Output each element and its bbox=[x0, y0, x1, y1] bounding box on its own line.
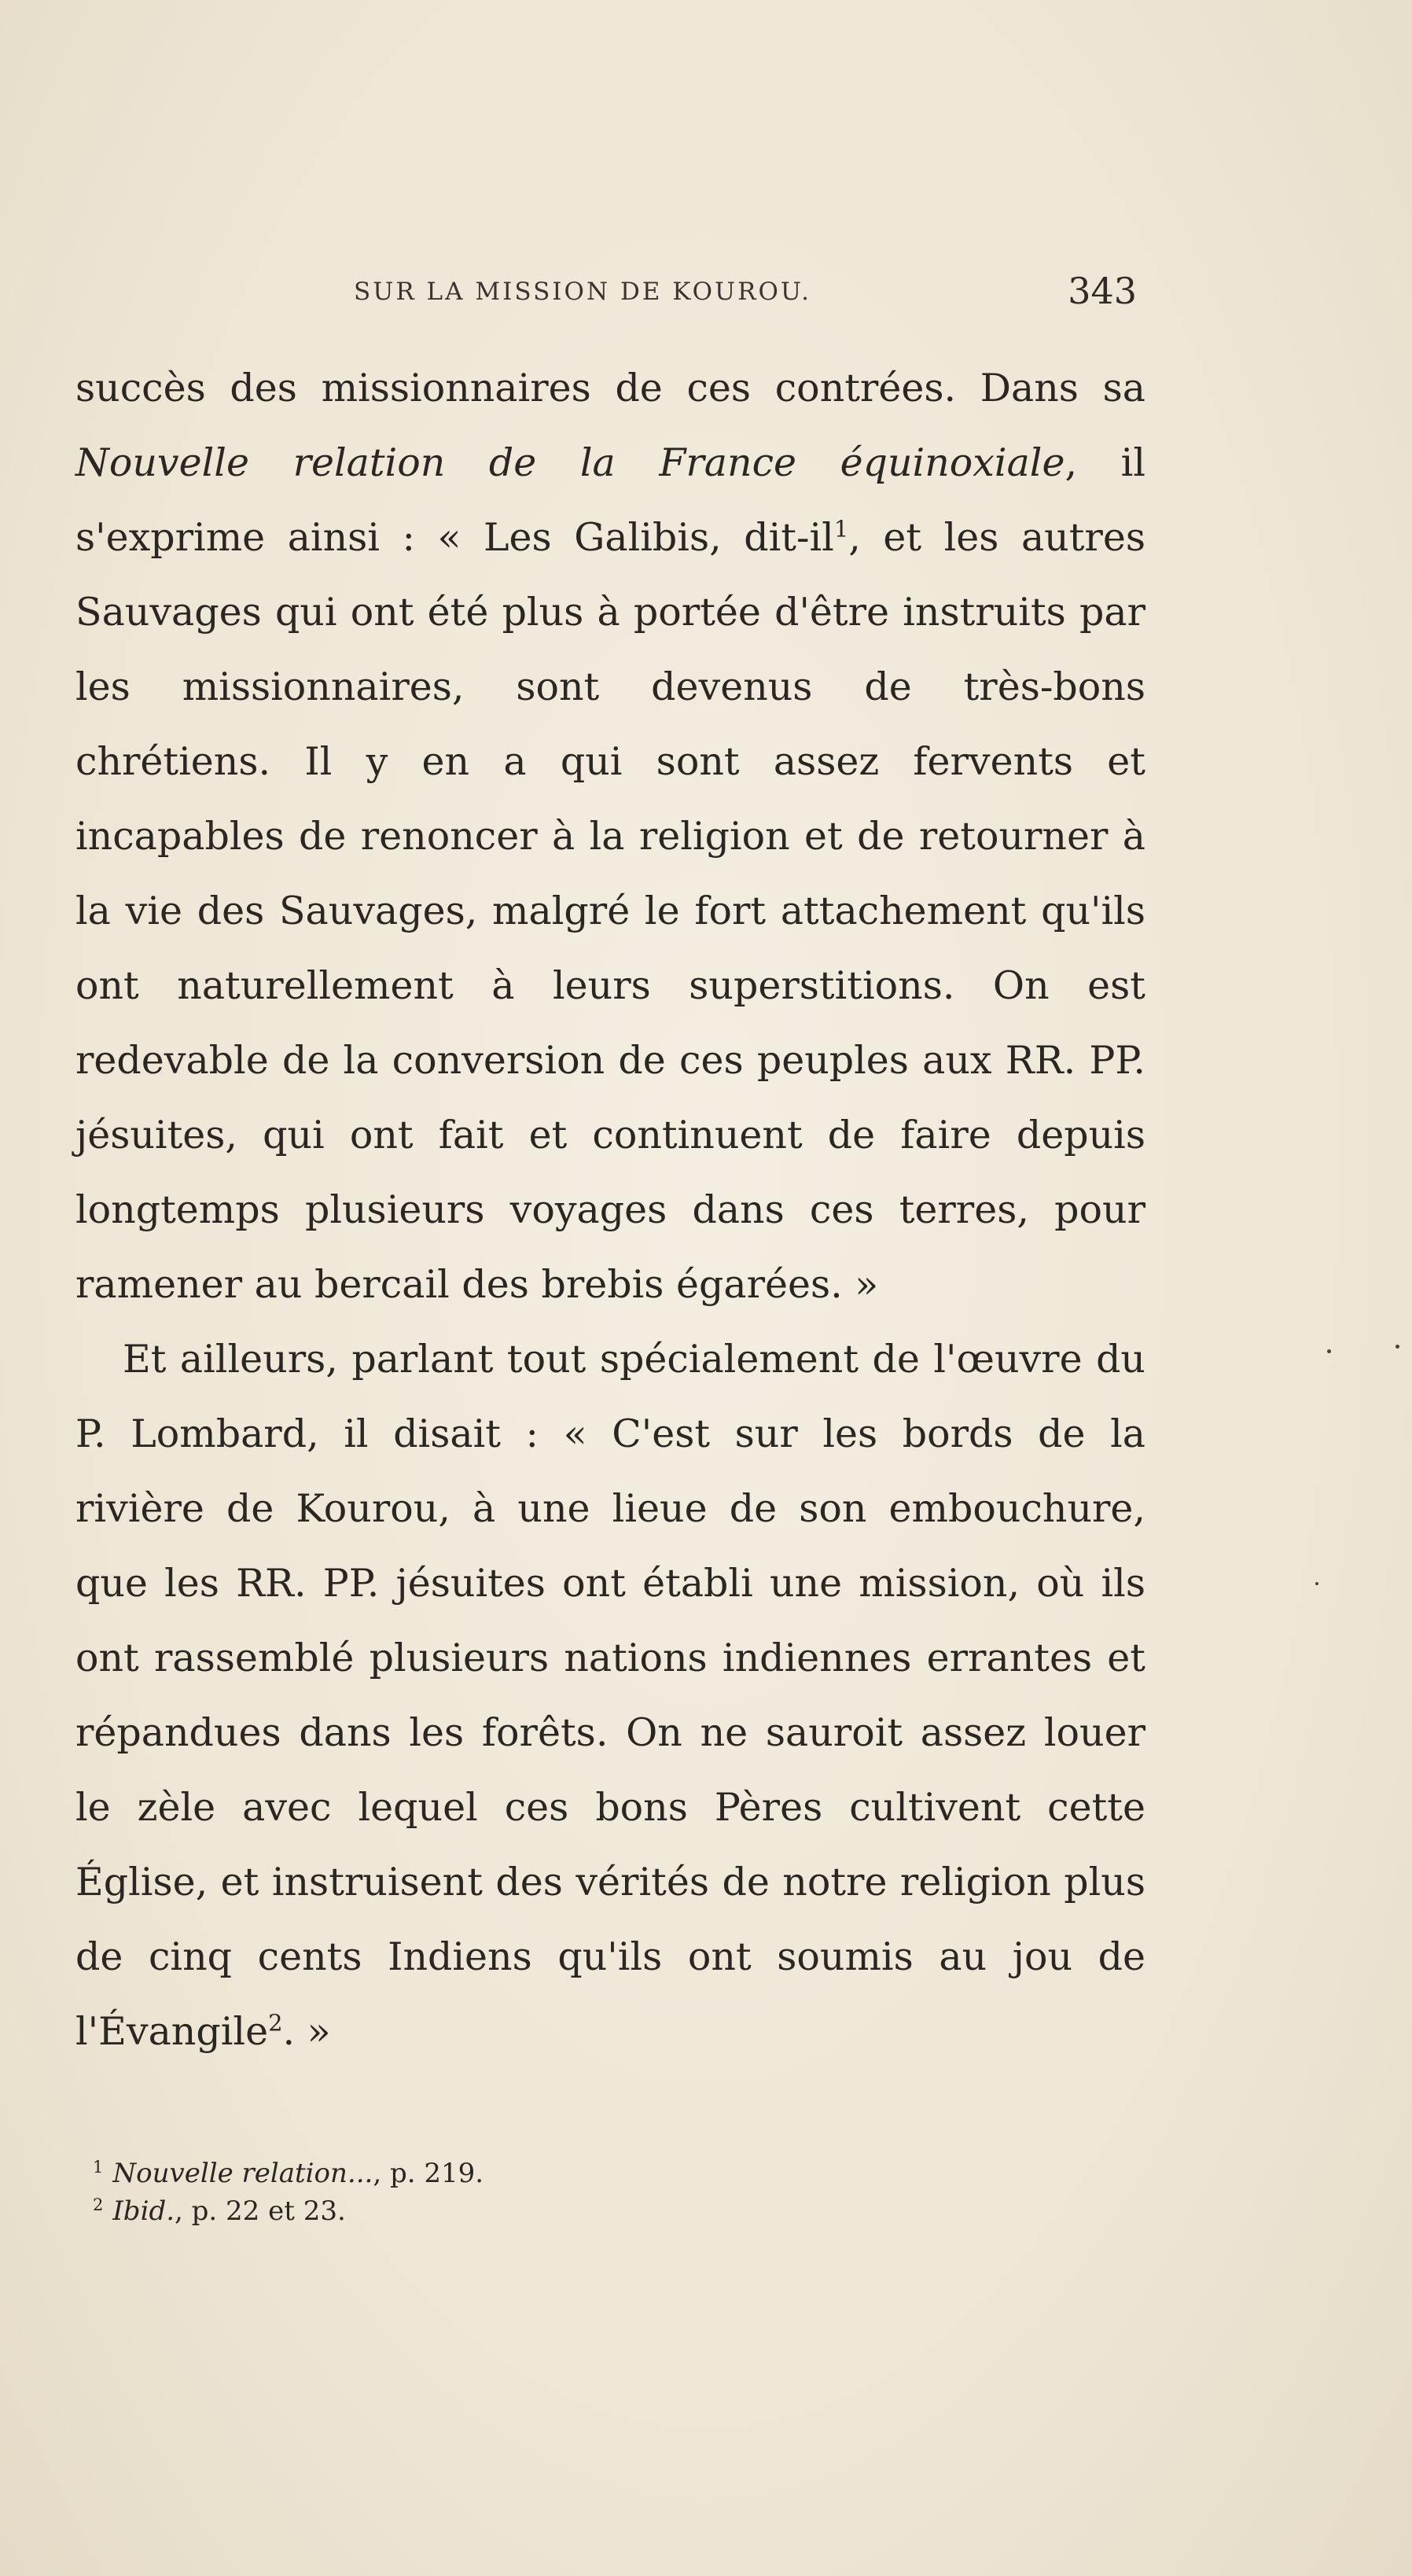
paragraph-1-text-b: , il s'exprime ainsi : « Les Galibis, dit-il bbox=[75, 440, 1145, 560]
paper-speck bbox=[1327, 1349, 1331, 1353]
footnote-2 bbox=[93, 2192, 879, 2230]
running-title: SUR LA MISSION DE KOUROU. bbox=[354, 278, 812, 306]
paragraph-2 bbox=[75, 1322, 1145, 2069]
footnote-ref-2: 2 bbox=[268, 2009, 283, 2037]
footnote-source-italic: Nouvelle relation... bbox=[112, 2158, 373, 2189]
footnote-number: 2 bbox=[93, 2195, 104, 2214]
paragraph-2-text-b: . » bbox=[282, 2009, 331, 2054]
body-text bbox=[75, 351, 1145, 2069]
paper-speck bbox=[1395, 1345, 1399, 1349]
footnote-1 bbox=[93, 2155, 879, 2192]
page-header bbox=[354, 270, 1137, 317]
footnote-citation: , p. 22 et 23. bbox=[175, 2195, 346, 2227]
footnotes bbox=[93, 2155, 879, 2230]
footnote-number: 1 bbox=[93, 2157, 104, 2177]
paragraph-1-text-a: succès des missionnaires de ces contrées. Dans sa bbox=[75, 366, 1145, 410]
footnote-citation: , p. 219. bbox=[373, 2158, 484, 2189]
book-title-italic: Nouvelle relation de la France équinoxiale bbox=[75, 440, 1065, 485]
page-number: 343 bbox=[1068, 270, 1137, 312]
footnote-source-italic: Ibid. bbox=[112, 2195, 175, 2227]
paragraph-2-text-a: Et ailleurs, parlant tout spécialement de l'œuvre du P. Lombard, il disait : « C'est sur les bords de la rivière de Kourou, à une lieue de son embouchure, que les RR. PP. jésuites ont établi une mission, où ils ont rassemblé plusieurs nations indiennes errantes et répandues dans les forêts. On ne sauroit assez louer le zèle avec lequel ces bons Pères cultivent cette Église, et instruisent des vérités de notre religion plus de cinq cents Indiens qu'ils ont soumis au jou de l'Évangile bbox=[75, 1337, 1145, 2054]
paper-speck bbox=[1315, 1582, 1318, 1585]
paragraph-1 bbox=[75, 351, 1145, 1322]
footnote-ref-1: 1 bbox=[833, 515, 849, 543]
paragraph-1-text-c: , et les autres Sauvages qui ont été plus à portée d'être instruits par les missionnaires, sont devenus de très-bons chrétiens. Il y en a qui sont assez fervents et incapables de renoncer à la religion et de retourner à la vie des Sauvages, malgré le fort attachement qu'ils ont naturellement à leurs superstitions. On est redevable de la conversion de ces peuples aux RR. PP. jésuites, qui ont fait et continuent de faire depuis longtemps plusieurs voyages dans ces terres, pour ramener au bercail des brebis égarées. » bbox=[75, 515, 1145, 1307]
